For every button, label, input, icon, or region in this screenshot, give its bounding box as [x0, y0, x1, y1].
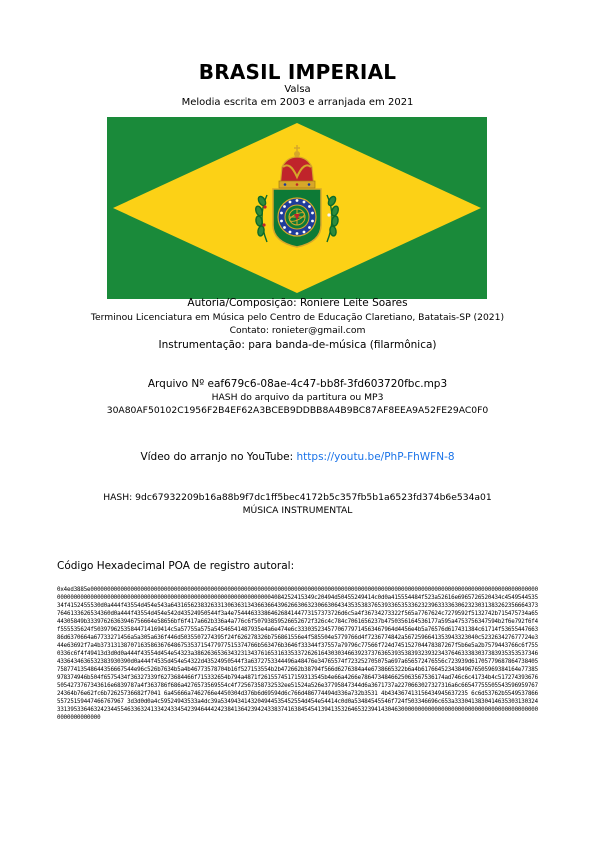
youtube-link[interactable]: https://youtu.be/PhP-FhWFN-8	[296, 451, 455, 463]
instrumentation-line: Instrumentação: para banda-de-música (filarmônica)	[158, 339, 437, 351]
contact-line: Contato: ronieter@gmail.com	[229, 325, 366, 336]
melody-note: Melodia escrita em 2003 e arranjada em 2021	[181, 97, 414, 108]
hash-label: HASH do arquivo da partitura ou MP3	[211, 392, 384, 403]
author-line: Autoria/Composição: Roniere Leite Soares	[187, 297, 408, 309]
degree-line: Terminou Licenciatura em Música pelo Centro de Educação Claretiano, Batatais-SP (2021)	[90, 312, 505, 323]
hash-value: 30A80AF50102C1956F2B4EF62A3BCEB9DDBB8A4B9BC87AF8EEA9A52FE29AC0F0	[106, 405, 489, 416]
document-subtitle: Valsa	[284, 84, 311, 95]
video-label: Vídeo do arranjo no YouTube:	[140, 451, 297, 463]
hex-code-title: Código Hexadecimal POA de registro autoral:	[57, 560, 295, 572]
video-line	[0, 451, 595, 463]
imperial-brazil-flag	[107, 117, 487, 299]
music-hash: HASH: 9dc67932209b16a88b9f7dc1ff5bec4172b5c357fb5b1a6523fd374b6e534a01	[103, 492, 492, 503]
hex-code-block: 0x4ed3885e0000000000000000000000000000000000000000000000000000000000000000000000000000000000000000000000000000000000000000000000000000000000000000000000000000000000000000000000000000000000000000000000000000004084252415349c20494d50455249414c0d0a415554484f523a52616e6965726520434c454954453534f4152455530d0a444f43554d454e543a643165623832633130636313436636643962663063230663064343535383765393365353362323963333630623230313832623566643737646133626534360d0a444f43554d454e542d43524950544f3a4e75444633386462684144773157373726d6c5a4f36734273322f565a7767624c7279592f5132742b715475734a6544305849b33397626363946756664e58656bf6f417a662b336a4a776c6f50793859526652672f326c4c784c7061656237b4750356164536177a595a4753756347594b2f6e792f6f4f555535624f50397962535844714169414c5a57755a575a54546541487935e4a6e474e6c33303523457706779714563467964d4456e4b5a76576d617431384c61714f5365544766386d6370664a67733271456a5a305a636f446d5035507274395f24f626278326b756861556e4f585504e5779766d4f7236774842a5672596641353943323040c523263427677724e344e63692f7a4b37313138707163586367648675353715477977515374766b563476b3646f33344f37557a79796c77566f724d745152704478387267f5b6e5a2b7579443766c6f7550336c6f4f49413d3d0d0a444f43554d454e54323a38626365363432313437616531633533726261643030346639237376365393538393239323437646333830373839353535373464336434636532383930390d0a444f4535d454e54322d43524950544f3a6372753344496a48476e34765574f723252705075a697a656572476556c723939d6170577968786473840575877413548644356667544e96c526b7634b5a4b46773578704b16f527153554b2b472662b38794f566d6276384a4e6738665322b6a4b61766452343849676505969384164e77385978374946b504f6575434f36327339f6273684466f715332654b794a4871f2615574517159313545b4e66a4266e7864734846625063567536174ad746c6c41734b4c5172743936765054273767343616e6839787a4f363786f686a4276573569554c4f72567358732532ee51524a526e37795847344d6a3671737a2270663027327316a6c6654775550554359695976724364b76e62fc6b72625736682f7041 6a45666a7462766e4450304d376b6d69594d6c766d486774494d336a732b3531 4b434367413156434945637235 6c6d53762b554953786655725159447466767967 3d3d0d0a4c59524943533a4dc39a5349434143204944535452554d454e54414c0d0a53484545546f724f503346696c653a33304138304146353031303243313953364632423445546336324133424334542394644424238413642394243383741638454541394135326465323941430463000000000000000000000000000000000000000000000000000000	[57, 587, 538, 721]
music-type: MÚSICA INSTRUMENTAL	[242, 505, 353, 516]
file-id-line: Arquivo Nº eaf679c6-08ae-4c47-bb8f-3fd603720fbc.mp3	[147, 378, 448, 390]
document-title: BRASIL IMPERIAL	[198, 60, 397, 84]
